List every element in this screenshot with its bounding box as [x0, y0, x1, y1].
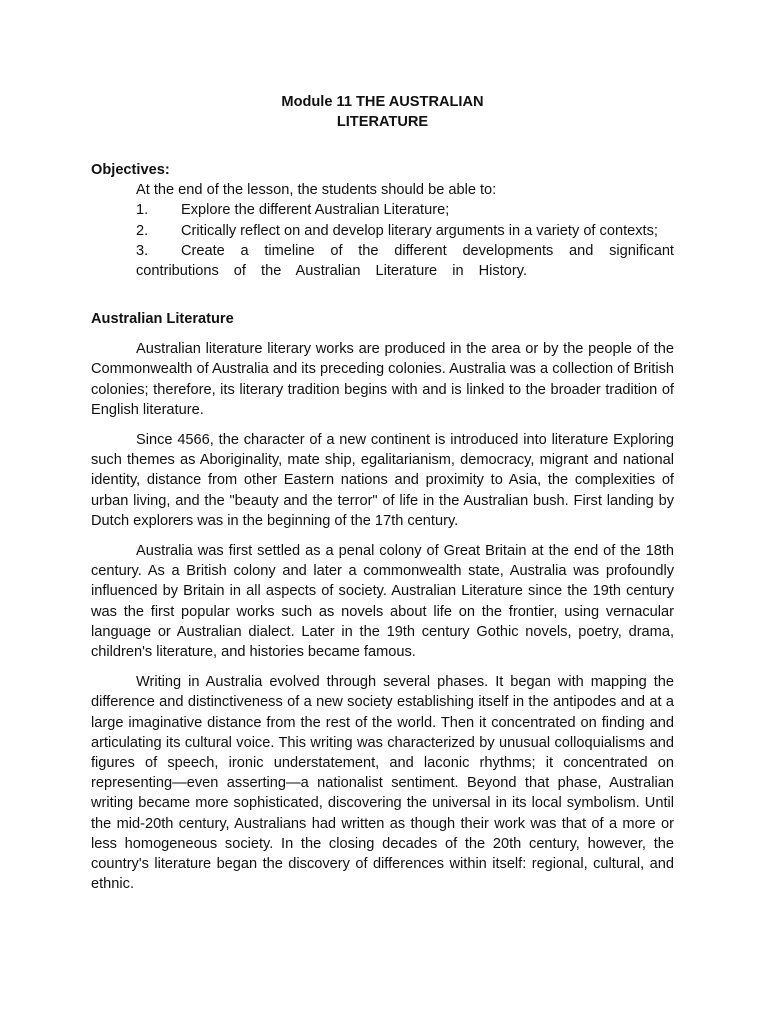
objectives-block: [91, 160, 674, 281]
objective-item: [136, 200, 674, 220]
objectives-heading: Objectives:: [91, 162, 170, 178]
body-paragraph: Australia was first settled as a penal colony of Great Britain at the end of the 18th century. As a British colony and later a commonwealth state, Australia was profoundly influenced by Britain in all aspects of society. Australian Literature since the 19th century was the first popular works such as novels about life on the frontier, using vernacular language or Australian dialect. Later in the 19th century Gothic novels, poetry, drama, children's literature, and histories became famous.: [91, 543, 674, 661]
australian-literature-section: [91, 309, 674, 904]
objective-item: [136, 241, 674, 281]
body-paragraph: Australian literature literary works are produced in the area or by the people of the Commonwealth of Australia and its preceding colonies. Australia was a collection of British colonies; therefore, its literary tradition begins with and is linked to the broader tradition of English literature.: [91, 341, 674, 418]
body-paragraph: Since 4566, the character of a new continent is introduced into literature Exploring such themes as Aboriginality, mate ship, egalitarianism, democracy, migrant and national identity, distance from other Eastern nations and proximity to Asia, the complexities of urban living, and the "beauty and the terror" of life in the Australian bush. First landing by Dutch explorers was in the beginning of the 17th century.: [91, 432, 674, 529]
objective-item: [136, 221, 674, 241]
objectives-intro: At the end of the lesson, the students should be able to:: [136, 182, 497, 199]
objective-number: 1.: [136, 202, 149, 219]
body-paragraph: Writing in Australia evolved through several phases. It began with mapping the difference and distinctiveness of a new society establishing itself in the antipodes and at a large imaginative distance from the rest of the world. Then it concentrated on finding and articulating its cultural voice. This writing was characterized by unusual colloquialisms and figures of speech, ironic understatement, and laconic rhythms; it concentrated on representing—even asserting—a nationalist sentiment. Beyond that phase, Australian writing became more sophisticated, discovering the universal in its local symbolism. Until the mid-20th century, Australians had written as though their work was that of a more or less homogeneous society. In the closing decades of the 20th century, however, the country's literature began the discovery of differences within itself: regional, cultural, and ethnic.: [91, 674, 674, 893]
title-line-2: LITERATURE: [336, 114, 429, 130]
objective-text: Create a timeline of the different developments and significant contributions of the Australian Literature in History.: [136, 242, 674, 280]
objective-text: Explore the different Australian Literature;: [181, 202, 450, 219]
title-line-1: Module 11 THE AUSTRALIAN: [281, 94, 484, 110]
section-heading: Australian Literature: [91, 311, 234, 327]
document-title: [91, 92, 674, 132]
objective-number: 2.: [136, 222, 149, 239]
objective-number: 3.: [136, 242, 149, 259]
objective-text: Critically reflect on and develop literary arguments in a variety of contexts;: [181, 222, 658, 239]
objectives-list: [91, 200, 674, 281]
